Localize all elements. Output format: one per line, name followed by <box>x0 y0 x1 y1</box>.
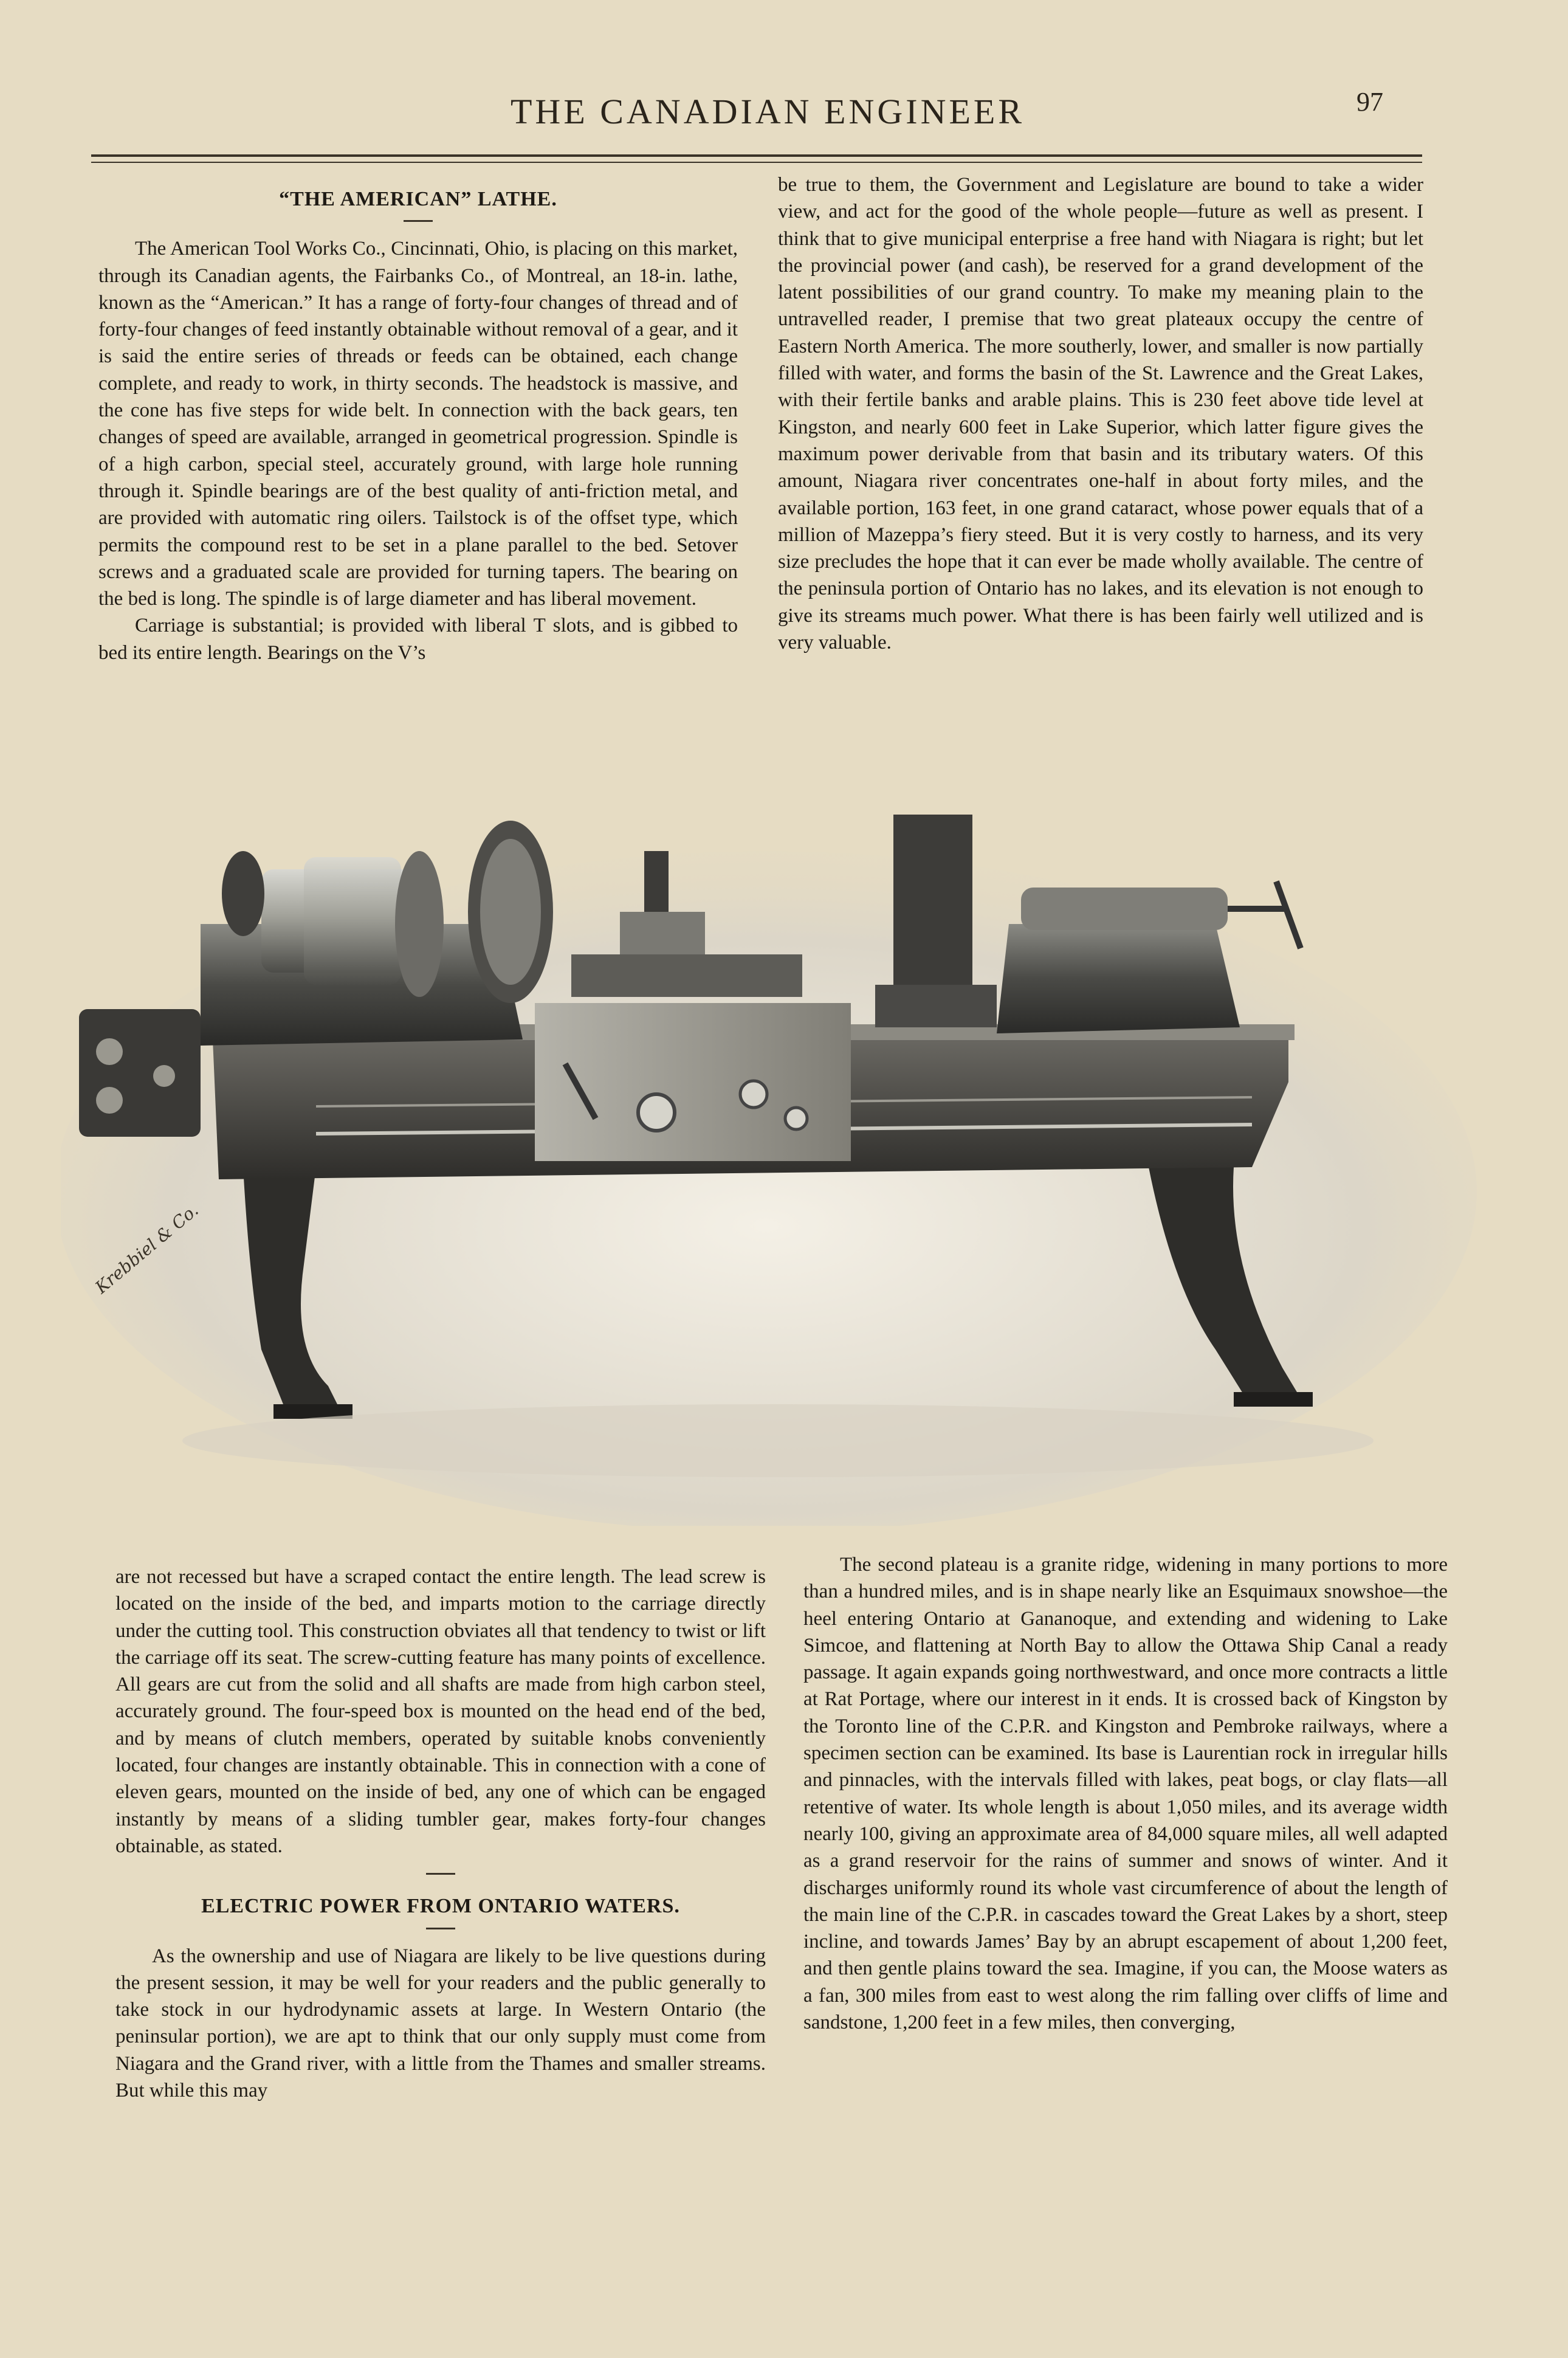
steady-rest-base <box>875 985 997 1027</box>
left-column-bottom <box>115 1563 766 2104</box>
magazine-title: THE CANADIAN ENGINEER <box>511 92 1025 131</box>
lathe-paragraph: The American Tool Works Co., Cincinnati, Ohio, is placing on this market, through its Canadian agents, the Fairbanks Co., of Montreal, an 18-in. lathe, known as the “American.” It has a range of forty-four changes of thread and of forty-four changes of feed instantly obtainable without removal of a gear, and it is said the entire series of threads or feeds can be obtained, each change complete, and ready to work, in thirty seconds. The headstock is massive, and the cone has five steps for wide belt. In connection with the back gears, ten changes of speed are available, arranged in geometrical progression. Spindle is of a high carbon, special steel, accurately ground, with large hole running through it. Spindle bearings are of the best quality of anti-friction metal, and are provided with automatic ring oilers. Tailstock is of the offset type, which permits the compound rest to be set in a plane parallel to the bed. Setover screws and a graduated scale are provided for turning tapers. The bearing on the bed is long. The spindle is of large diameter and has liberal movement. <box>98 238 738 610</box>
electric-article-column-bottom <box>803 1551 1448 2036</box>
lathe-article-column-top <box>98 186 738 666</box>
electric-article-column-top <box>778 171 1423 656</box>
electric-paragraph: The second plateau is a granite ridge, widening in many portions to more than a hundred miles, and is in shape nearly like an Esquimaux snowshoe—the heel entering Ontario at Gananoque, and extending and widening to Lake Simcoe, and flattening at North Bay to allow the Ottawa Ship Canal a ready passage. It again expands going northwestward, and once more contracts a little at Rat Portage, where our interest in it ends. It is crossed back of Kingston by the Toronto line of the C.P.R. and Kingston and Pembroke railways, where a specimen section can be examined. Its base is Laurentian rock in irregular hills and pinnacles, with the intervals filled with lakes, peat bogs, or clay flats—all retentive of water. Its whole length is about 1,050 miles, and its average width nearly 100, giving an approximate area of 84,000 square miles, all well adapted as a grand reservoir for the rains of summer and snows of winter. And it discharges uniformly round its whole vast circumference of about the length of the main line of the C.P.R. in cascades toward the Great Lakes by a short, steep incline, and towards James’ Bay by an abrupt escapement of about 1,200 feet, and then gentle plains toward the sea. Imagine, if you can, the Moose waters as a fan, 300 miles from east to west along the rim falling over cliffs of lime and sandstone, 1,200 feet in a few miles, then converging, <box>803 1554 1448 2034</box>
gearbox-knob <box>153 1065 175 1087</box>
lathe-article-heading: “THE AMERICAN” LATHE. <box>279 188 557 210</box>
tailstock <box>997 924 1240 1033</box>
electric-paragraph: As the ownership and use of Niagara are likely to be live questions during the present session, it may be well for your readers and the public generally to take stock in our hydrodynamic assets at large. In Western Ontario (the peninsular portion), we are apt to think that our only supply must come from Niagara and the Grand river, with a little from the Thames and smaller streams. But while this may <box>115 1945 766 2102</box>
floor-shadow <box>182 1404 1374 1477</box>
compound-rest <box>620 912 705 954</box>
gearbox-knob <box>96 1087 123 1114</box>
header-rule <box>91 154 1422 157</box>
gearbox <box>79 1009 201 1137</box>
gearbox-knob <box>96 1038 123 1065</box>
apron-knob <box>785 1108 807 1129</box>
back-gear <box>395 851 444 997</box>
electric-article-heading: ELECTRIC POWER FROM ONTARIO WATERS. <box>201 1895 680 1918</box>
face-plate-rim <box>480 839 541 985</box>
step-cone-pulley <box>304 857 401 985</box>
lathe-leg-foot-right <box>1234 1392 1313 1407</box>
lathe-illustration <box>61 802 1477 1526</box>
lathe-paragraph: Carriage is substantial; is provided with liberal T slots, and is gibbed to bed its entire length. Bearings on the V’s <box>98 615 738 664</box>
tailstock-crank <box>1276 881 1301 948</box>
section-rule <box>426 1873 455 1875</box>
heading-rule <box>404 220 433 222</box>
engraver-signature: Krebbiel & Co. <box>91 1199 202 1298</box>
change-gear <box>222 851 264 936</box>
header-rule-thin <box>91 162 1422 163</box>
tailstock-barrel <box>1021 888 1228 930</box>
tool-post <box>644 851 669 912</box>
carriage-apron <box>535 1003 851 1161</box>
heading-rule <box>426 1928 455 1929</box>
apron-knob <box>740 1081 767 1108</box>
cross-slide <box>571 954 802 997</box>
lathe-paragraph: are not recessed but have a scraped contact the entire length. The lead screw is located on the inside of the bed, and imparts motion to the carriage directly under the cutting tool. This construction obviates all that tendency to twist or lift the carriage off its seat. The screw-cutting feature has many points of excellence. All gears are cut from the solid and all shafts are made from high carbon steel, accurately ground. The four-speed box is mounted on the head end of the bed, and by means of clutch members, operated by suitable knobs conveniently located, four changes are instantly obtainable. This in connection with a cone of eleven gears, mounted on the inside of bed, any one of which can be engaged instantly by means of a sliding tumbler gear, makes forty-four changes obtainable, as stated. <box>115 1566 766 1857</box>
electric-paragraph: be true to them, the Government and Legislature are bound to take a wider view, and act for the good of the whole people—future as well as present. I think that to give municipal enterprise a free hand with Niagara is right; but let the provincial power (and cash), be reserved for a grand development of the latent possibilities of our grand country. To make my meaning plain to the untravelled reader, I premise that two great plateaux occupy the centre of Eastern North America. The more southerly, lower, and smaller is now partially filled with water, and forms the basin of the St. Lawrence and the Great Lakes, with their fertile banks and arable plains. This is 230 feet above tide level at Kingston, and nearly 600 feet in Lake Superior, which latter figure gives the maximum power derivable from that basin and its tributary waters. Of this amount, Niagara river concentrates one-half in about forty miles, and the available portion, 163 feet, in one grand cataract, whose power equals that of a million of Mazeppa’s fiery steed. But it is very costly to harness, and its very size precludes the hope that it can ever be made wholly available. The centre of the peninsula portion of Ontario has no lakes, and its elevation is not enough to give its streams much power. What there is has been fairly well utilized and is very valuable. <box>778 174 1423 654</box>
page-number: 97 <box>1357 87 1383 117</box>
apron-handwheel <box>638 1094 675 1131</box>
